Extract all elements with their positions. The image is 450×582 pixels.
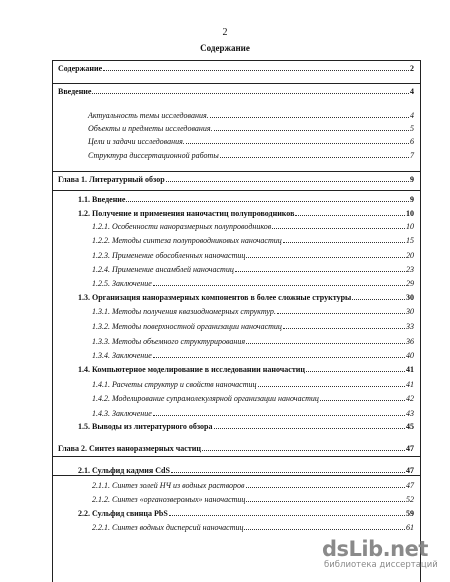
toc-entry [58, 64, 414, 74]
page-title: Содержание [200, 43, 250, 53]
toc-leader-dots [277, 313, 405, 314]
toc-entry [78, 365, 414, 375]
toc-leader-dots [272, 228, 405, 229]
toc-entry-page: 41 [406, 365, 414, 374]
toc-entry-title: 2.2. Сульфид свинца PbS [78, 509, 168, 518]
table-rule [52, 83, 420, 84]
page-number: 2 [222, 27, 228, 38]
toc-leader-dots [320, 400, 405, 401]
toc-leader-dots [214, 428, 406, 429]
toc-entry-title: Объекты и предметы исследования. [88, 124, 213, 133]
toc-leader-dots [210, 117, 409, 118]
toc-entry-title: Введение [58, 87, 92, 96]
toc-entry-page: 6 [410, 137, 414, 146]
toc-entry-page: 40 [406, 351, 414, 360]
toc-entry-page: 47 [406, 466, 414, 475]
toc-entry-page: 52 [406, 495, 414, 504]
toc-leader-dots [283, 242, 405, 243]
toc-leader-dots [246, 257, 405, 258]
toc-entry-title: Глава 2. Синтез наноразмерных частиц [58, 444, 201, 453]
watermark [322, 537, 442, 570]
toc-entry-title: 2.1.1. Синтез золей НЧ из водных растворов [92, 481, 245, 490]
toc-entry-title: 1.3.4. Заключение [92, 351, 152, 360]
table-rule [52, 60, 420, 61]
toc-entry [92, 322, 414, 332]
toc-entry-title: Актуальность темы исследования. [88, 111, 209, 120]
toc-entry [88, 124, 414, 134]
toc-leader-dots [258, 386, 405, 387]
toc-entry [92, 236, 414, 246]
toc-leader-dots [126, 201, 409, 202]
toc-entry-page: 41 [406, 380, 414, 389]
toc-entry [92, 337, 414, 347]
toc-leader-dots [171, 472, 405, 473]
table-border-left [52, 60, 53, 582]
toc-entry-title: 2.2.1. Синтез водных дисперсий наночастиц [92, 523, 244, 532]
toc-leader-dots [246, 487, 405, 488]
toc-entry-title: 1.3.2. Методы поверхностной организации наночастиц [92, 322, 282, 331]
toc-entry-page: 2 [410, 64, 414, 73]
toc-entry [78, 509, 414, 519]
toc-entry [58, 444, 414, 454]
toc-leader-dots [186, 143, 409, 144]
toc-entry-page: 47 [406, 481, 414, 490]
toc-leader-dots [166, 181, 409, 182]
toc-leader-dots [92, 93, 409, 94]
toc-entry-title: 1.3.3. Методы объемного структурирования [92, 337, 246, 346]
toc-entry [92, 380, 414, 390]
toc-entry [88, 151, 414, 161]
toc-entry [92, 495, 414, 505]
toc-entry [92, 307, 414, 317]
toc-entry-page: 45 [406, 422, 414, 431]
toc-entry [78, 209, 414, 219]
toc-entry-title: 1.5. Выводы из литературного обзора [78, 422, 213, 431]
toc-entry-title: 1.2.1. Особенности наноразмерных полупроводников [92, 222, 272, 231]
toc-entry-title: Глава 1. Литературный обзор [58, 175, 165, 184]
toc-leader-dots [246, 343, 405, 344]
toc-leader-dots [220, 157, 409, 158]
toc-entry-page: 30 [406, 307, 414, 316]
toc-entry [78, 195, 414, 205]
toc-entry-page: 9 [410, 195, 414, 204]
toc-entry-title: 1.4. Компьютерное моделирование в исследовании наночастиц [78, 365, 305, 374]
toc-entry-page: 20 [406, 251, 414, 260]
toc-entry [78, 422, 414, 432]
toc-entry-title: 1.4.1. Расчеты структур и свойств наночастиц [92, 380, 257, 389]
toc-entry-title: Цели и задачи исследования. [88, 137, 185, 146]
toc-entry-page: 10 [406, 209, 414, 218]
toc-entry-page: 33 [406, 322, 414, 331]
toc-leader-dots [103, 70, 409, 71]
toc-entry [88, 137, 414, 147]
toc-entry-title: Структура диссертационной работы [88, 151, 219, 160]
toc-entry [58, 87, 414, 97]
toc-entry-title: 1.4.2. Моделирование супрамолекулярной организации наночастиц [92, 394, 319, 403]
toc-entry-title: 1.2.5. Заключение [92, 279, 152, 288]
table-border-right [420, 60, 421, 582]
toc-leader-dots [246, 501, 405, 502]
toc-entry [92, 279, 414, 289]
toc-entry [92, 394, 414, 404]
toc-entry-page: 61 [406, 523, 414, 532]
toc-entry-title: 1.2. Получение и применения наночастиц полупроводников [78, 209, 295, 218]
toc-entry [92, 351, 414, 361]
toc-entry [78, 466, 414, 476]
watermark-logo: dsLib.net [322, 537, 428, 561]
toc-entry [78, 293, 414, 303]
toc-entry-page: 42 [406, 394, 414, 403]
toc-entry-page: 29 [406, 279, 414, 288]
toc-entry [92, 265, 414, 275]
toc-entry [92, 251, 414, 261]
toc-entry-title: 1.3.1. Методы получения квазиодномерных структур. [92, 307, 276, 316]
table-rule [52, 171, 420, 172]
toc-entry-page: 47 [406, 444, 414, 453]
toc-leader-dots [153, 357, 405, 358]
toc-entry-title: 2.1.2. Синтез «органозверомых» наночастиц [92, 495, 246, 504]
toc-leader-dots [169, 515, 405, 516]
toc-entry-page: 23 [406, 265, 414, 274]
toc-entry [92, 409, 414, 419]
toc-leader-dots [306, 371, 405, 372]
watermark-subtitle: библиотека диссертаций [324, 560, 438, 570]
toc-leader-dots [283, 328, 405, 329]
toc-entry-page: 10 [406, 222, 414, 231]
toc-entry-page: 43 [406, 409, 414, 418]
toc-entry-page: 4 [410, 87, 414, 96]
toc-leader-dots [214, 130, 409, 131]
toc-entry-title: 1.2.2. Методы синтеза полупроводниковых наночастиц [92, 236, 282, 245]
toc-entry-page: 59 [406, 509, 414, 518]
table-rule [52, 190, 420, 191]
toc-entry-page: 15 [406, 236, 414, 245]
toc-entry [88, 111, 414, 121]
toc-entry-page: 5 [410, 124, 414, 133]
toc-entry [92, 481, 414, 491]
toc-entry-title: 1.2.4. Применение ансамблей наночастиц [92, 265, 234, 274]
toc-leader-dots [295, 215, 405, 216]
toc-leader-dots [153, 285, 405, 286]
toc-entry-page: 4 [410, 111, 414, 120]
toc-entry [92, 222, 414, 232]
toc-leader-dots [202, 450, 405, 451]
toc-entry [58, 175, 414, 185]
table-rule [52, 456, 420, 457]
toc-leader-dots [352, 299, 405, 300]
toc-entry-title: Содержание [58, 64, 103, 73]
toc-entry-title: 2.1. Сульфид кадмия CdS [78, 466, 170, 475]
toc-leader-dots [244, 529, 405, 530]
toc-leader-dots [235, 271, 405, 272]
toc-leader-dots [153, 415, 405, 416]
toc-entry-page: 9 [410, 175, 414, 184]
toc-entry-page: 7 [410, 151, 414, 160]
toc-entry-page: 30 [406, 293, 414, 302]
toc-entry-title: 1.2.3. Применение обособленных наночастиц [92, 251, 246, 260]
toc-entry-page: 36 [406, 337, 414, 346]
toc-entry-title: 1.4.3. Заключение [92, 409, 152, 418]
toc-entry-title: 1.3. Организация наноразмерных компонентов в более сложные структуры [78, 293, 352, 302]
toc-entry-title: 1.1. Введение [78, 195, 126, 204]
toc-entry [92, 523, 414, 533]
